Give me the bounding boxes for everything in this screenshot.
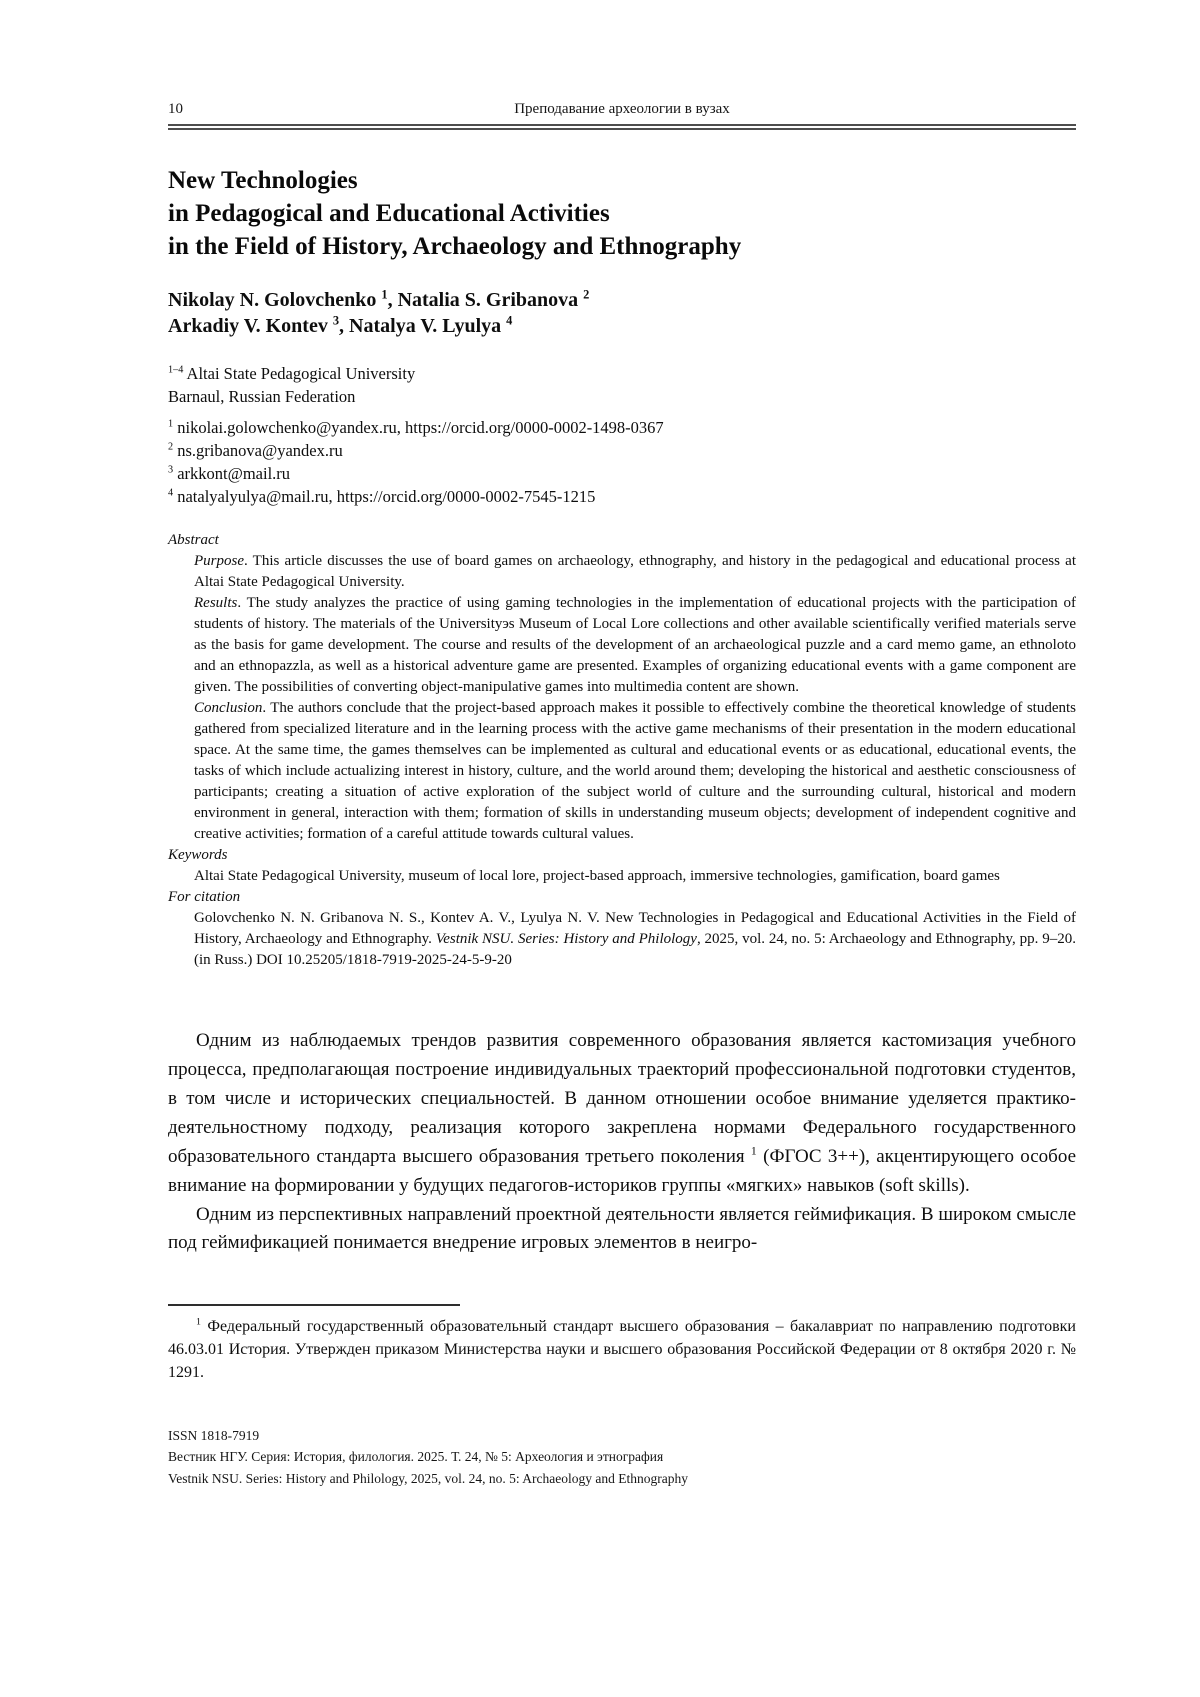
contact-superscript: 4	[168, 487, 174, 499]
author-name: Natalia S. Gribanova	[397, 289, 584, 311]
author-superscript: 4	[506, 313, 513, 328]
paragraph-text: (ФГОС 3++), акцентирующего особое внимание на формировании у будущих педагогов-историков группы «мягких» навыков (soft skills).	[168, 1145, 1077, 1196]
contact-line	[168, 416, 1076, 439]
results-text: . The study analyzes the practice of using gaming technologies in the implementation of educational projects with the participation of students of history. The materials of the Universityэs Museum of Local Lore collections and other available scientifically verified materials serve as the basis for game development. The course and results of the development of an archaeological puzzle and a card memo game, an ethnoloto and an ethnopazzla, as well as a historical adventure game are presented. Examples of organizing educational events with a game component are given. The possibilities of converting object-manipulative games into multimedia content are shown.	[194, 595, 1076, 696]
footnote-block	[168, 1304, 1076, 1384]
abstract-block	[168, 530, 1076, 971]
contact-superscript: 2	[168, 441, 174, 453]
article-body	[168, 1027, 1076, 1258]
abstract-purpose	[168, 551, 1076, 593]
author-name: Arkadiy V. Kontev	[168, 315, 333, 338]
purpose-label: Purpose	[194, 553, 244, 570]
contact-line	[168, 485, 1076, 508]
results-label: Results	[194, 595, 238, 612]
citation-part-1: Golovchenko N. N. Gribanova N. S., Kontev A. V., Lyulya N. V. New Technologies in Pedagogical and Educational Activities in the Field of History, Archaeology and Ethnography.	[194, 910, 1076, 948]
page-number: 10	[168, 101, 183, 117]
article-title	[168, 164, 1076, 263]
purpose-text: . This article discusses the use of board games on archaeology, ethnography, and history in the pedagogical and educational process at Altai State Pedagogical University.	[194, 553, 1076, 591]
imprint-line-en: Vestnik NSU. Series: History and Philology, 2025, vol. 24, no. 5: Archaeology and Ethnography	[168, 1471, 688, 1487]
footnote-reference: 1	[750, 1144, 757, 1158]
body-paragraph-2: Одним из перспективных направлений проектной деятельности является геймификация. В широком смысле под геймификацией понимается внедрение игровых элементов в неигро-	[168, 1203, 1076, 1254]
running-head	[168, 100, 1076, 118]
conclusion-label: Conclusion	[194, 700, 263, 717]
journal-imprint	[168, 1425, 1076, 1491]
paragraph-text: Одним из наблюдаемых трендов развития современного образования является кастомизация учебного процесса, предполагающая построение индивидуальных траекторий профессиональной подготовки студентов, в том числе и исторических специальностей. В данном отношении особое внимание уделяется практико-деятельностному подходу, реализация которого закреплена нормами Федерального государственного образовательного стандарта высшего образования третьего поколения	[168, 1030, 1076, 1167]
contact-superscript: 1	[168, 418, 174, 430]
author-name: Natalya V. Lyulya	[349, 315, 507, 338]
footnote-text-line	[168, 1316, 1076, 1384]
author-superscript: 2	[583, 287, 590, 302]
contact-text: nikolai.golowchenko@yandex.ru, https://orcid.org/0000-0002-1498-0367	[173, 417, 664, 437]
citation-text	[168, 908, 1076, 971]
affiliation-city: Barnaul, Russian Federation	[168, 386, 356, 406]
footnote-text: Федеральный государственный образовательный стандарт высшего образования – бакалавриат по направлению подготовки 46.03.01 История. Утвержден приказом Министерства науки и высшего образования Российской Федерации от 8 октября 2020 г. № 1291.	[168, 1318, 1076, 1381]
abstract-conclusion	[168, 698, 1076, 845]
keywords-text: Altai State Pedagogical University, museum of local lore, project-based approach, immersive technologies, gamification, board games	[194, 868, 1000, 885]
contact-text: natalyalyulya@mail.ru, https://orcid.org/0000-0002-7545-1215	[173, 487, 596, 507]
authors-line-1	[168, 287, 1076, 313]
affiliation-superscript: 1–4	[168, 364, 184, 376]
conclusion-text: . The authors conclude that the project-based approach makes it possible to effectively combine the theoretical knowledge of students gathered from specialized literature and in the learning process with the active game mechanisms of their presentation in the modern educational space. At the same time, the games themselves can be implemented as cultural and educational events or as educational, educational events, the tasks of which include actualizing interest in history, culture, and the world around them; developing the historical and aesthetic consciousness of participants; creating a situation of active exploration of the subject world of culture and the surrounding cultural, historical and modern environment in general, interaction with them; formation of skills in understanding museum objects; development of independent cognitive and creative activities; formation of a careful attitude towards cultural values.	[194, 700, 1076, 843]
keywords-heading: Keywords	[168, 847, 228, 864]
contact-text: ns.gribanova@yandex.ru	[173, 441, 343, 461]
contacts-block	[168, 416, 1076, 508]
title-line-2: in Pedagogical and Educational Activities	[168, 200, 610, 227]
contact-line	[168, 462, 1076, 485]
title-line-3: in the Field of History, Archaeology and Ethnography	[168, 233, 742, 260]
authors-line-2	[168, 313, 1076, 339]
author-separator: ,	[387, 289, 398, 311]
citation-part-2: , 2025, vol. 24, no. 5: Archaeology and Ethnography, pp. 9–20. (in Russ.) DOI 10.25205/1818-7919-2025-24-5-9-20	[194, 931, 1076, 969]
contact-line	[168, 439, 1076, 462]
imprint-line-ru: Вестник НГУ. Серия: История, филология. 2025. Т. 24, № 5: Археология и этнография	[168, 1449, 664, 1465]
affiliation-university: Altai State Pedagogical University	[183, 363, 416, 383]
imprint-issn: ISSN 1818-7919	[168, 1427, 260, 1443]
author-superscript: 1	[381, 287, 388, 302]
contact-superscript: 3	[168, 464, 174, 476]
author-superscript: 3	[332, 313, 340, 328]
contact-text: arkkont@mail.ru	[173, 464, 291, 484]
author-separator: ,	[339, 315, 350, 338]
footnote-number: 1	[196, 1317, 201, 1329]
affiliation-university-line	[168, 362, 1076, 385]
affiliation-block	[168, 362, 1076, 408]
title-line-1: New Technologies	[168, 167, 358, 194]
author-name: Nikolay N. Golovchenko	[168, 289, 382, 311]
abstract-heading: Abstract	[168, 532, 219, 549]
authors-block	[168, 287, 1076, 340]
footnote-rule	[168, 1304, 460, 1306]
citation-journal-name: Vestnik NSU. Series: History and Philology	[435, 931, 697, 948]
abstract-results	[168, 593, 1076, 698]
header-rule	[168, 124, 1076, 130]
running-title: Преподавание археологии в вузах	[514, 101, 730, 117]
body-paragraph-1	[168, 1027, 1076, 1200]
citation-heading: For citation	[168, 889, 241, 906]
